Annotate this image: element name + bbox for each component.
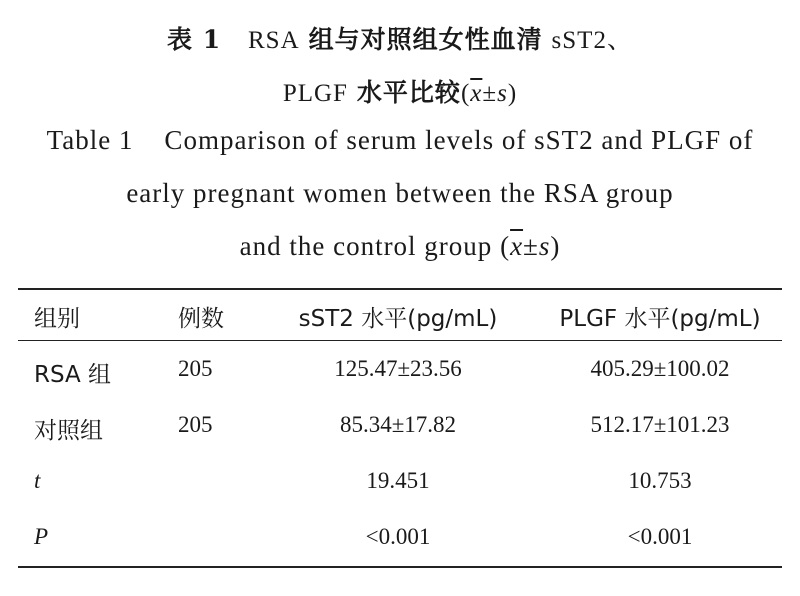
header-sst2-level: sST2 水平(pg/mL) — [298, 306, 498, 332]
mean-symbol: $\overline{x}$ — [510, 231, 524, 261]
paren-close: ) — [550, 231, 561, 261]
row-control-group-label: 对照组 — [34, 418, 103, 444]
row-t-label: t — [34, 468, 41, 493]
row-p-label: P — [34, 524, 49, 549]
table-title-en-line3 — [0, 231, 800, 262]
header-group: 组别 — [34, 306, 80, 332]
mean-symbol: $\overline{x}$ — [470, 80, 483, 107]
table-bottom-rule — [18, 566, 782, 568]
title-cn-sst2: sST2、 — [551, 27, 633, 54]
row-p-plgf: <0.001 — [627, 524, 693, 549]
plus-minus-symbol: ± — [523, 231, 539, 261]
plus-minus-symbol: ± — [482, 80, 498, 107]
row-rsa-cases: 205 — [178, 356, 213, 381]
table-header-rule — [18, 340, 782, 341]
sd-symbol: s — [497, 80, 508, 107]
row-t-plgf: 10.753 — [628, 468, 692, 493]
table-top-rule — [18, 288, 782, 290]
title-cn-level-compare: 水平比较 — [356, 78, 461, 107]
row-rsa-plgf: 405.29±100.02 — [590, 356, 730, 381]
title-cn-rsa: RSA — [247, 27, 300, 54]
row-control-plgf: 512.17±101.23 — [590, 412, 730, 437]
table-number-cn: 表 1 — [167, 25, 222, 54]
header-plgf-level: PLGF 水平(pg/mL) — [559, 306, 761, 332]
row-t-sst2: 19.451 — [366, 468, 430, 493]
paren-open: ( — [500, 231, 511, 261]
table-title-cn-line2 — [0, 73, 800, 109]
row-p-sst2: <0.001 — [365, 524, 431, 549]
title-en-line3-text: and the control group — [239, 231, 493, 261]
sd-symbol: s — [538, 231, 551, 261]
row-rsa-sst2: 125.47±23.56 — [334, 356, 462, 381]
row-control-cases: 205 — [178, 412, 213, 437]
table-title-cn-line1 — [0, 20, 800, 56]
title-cn-text: 组与对照组女性血清 — [308, 25, 543, 54]
row-control-sst2: 85.34±17.82 — [339, 412, 457, 437]
title-cn-plgf: PLGF — [282, 80, 348, 107]
row-rsa-group-label: RSA 组 — [34, 362, 112, 388]
header-cases: 例数 — [178, 306, 224, 332]
paren-open: ( — [460, 80, 471, 107]
paren-close: ) — [507, 80, 518, 107]
table-title-en-line1: Table 1 Comparison of serum levels of sST2 and PLGF of — [46, 125, 754, 155]
table-title-en-line2: early pregnant women between the RSA group — [126, 178, 674, 208]
